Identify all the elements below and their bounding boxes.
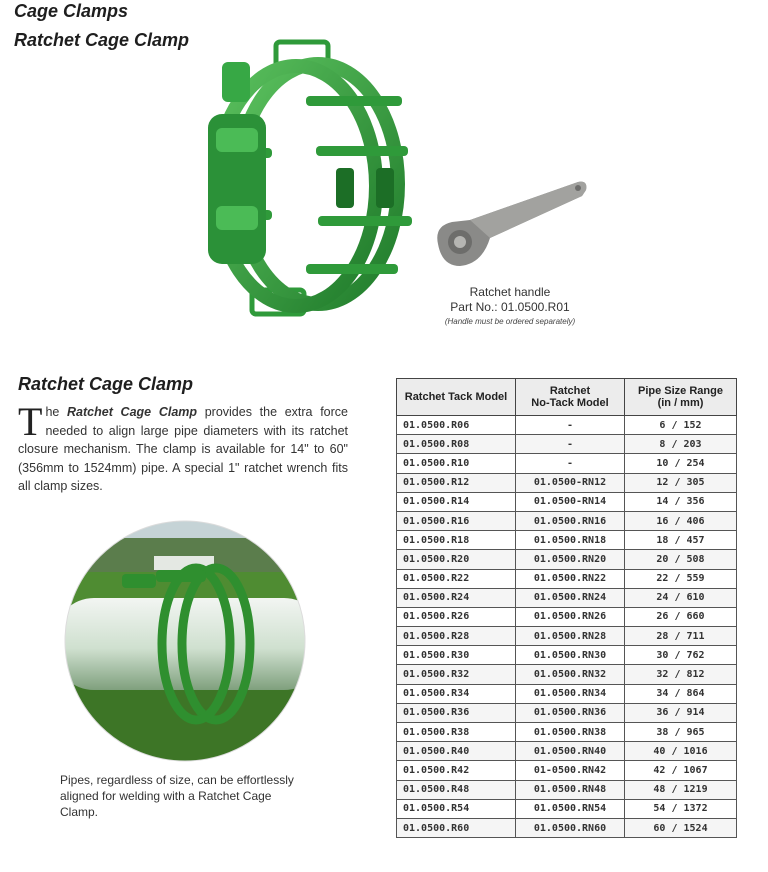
table-row — [397, 550, 737, 569]
cell-pipe-size: 40 / 1016 — [625, 742, 737, 761]
cell-no-tack-model: 01.0500.RN48 — [516, 780, 625, 799]
cell-tack-model: 01.0500.R28 — [397, 627, 516, 646]
handle-label: Ratchet handle — [469, 285, 551, 299]
cell-no-tack-model: 01.0500.RN28 — [516, 627, 625, 646]
cell-pipe-size: 28 / 711 — [625, 627, 737, 646]
photo-caption — [60, 772, 310, 820]
table-row — [397, 473, 737, 492]
cell-pipe-size: 32 / 812 — [625, 665, 737, 684]
cell-no-tack-model: 01.0500.RN38 — [516, 723, 625, 742]
field-photo — [64, 520, 306, 762]
cell-tack-model: 01.0500.R06 — [397, 416, 516, 435]
cell-pipe-size: 48 / 1219 — [625, 780, 737, 799]
cell-tack-model: 01.0500.R20 — [397, 550, 516, 569]
col-header-no-tack-model: Ratchet No-Tack Model — [516, 379, 625, 416]
cell-pipe-size: 34 / 864 — [625, 684, 737, 703]
table-row — [397, 723, 737, 742]
cell-no-tack-model: 01.0500.RN34 — [516, 684, 625, 703]
cell-pipe-size: 36 / 914 — [625, 703, 737, 722]
cell-no-tack-model: 01-0500.RN42 — [516, 761, 625, 780]
cell-pipe-size: 18 / 457 — [625, 531, 737, 550]
table-row — [397, 627, 737, 646]
handle-part-number: Part No.: 01.0500.R01 — [450, 300, 570, 314]
cell-tack-model: 01.0500.R30 — [397, 646, 516, 665]
cell-pipe-size: 8 / 203 — [625, 435, 737, 454]
table-header-row — [397, 379, 737, 416]
cell-tack-model: 01.0500.R40 — [397, 742, 516, 761]
cell-pipe-size: 26 / 660 — [625, 607, 737, 626]
ratchet-handle-image — [430, 176, 590, 276]
col-header-tack-model: Ratchet Tack Model — [397, 379, 516, 416]
cell-no-tack-model: 01.0500-RN12 — [516, 473, 625, 492]
cell-no-tack-model: 01.0500.RN18 — [516, 531, 625, 550]
cell-tack-model: 01.0500.R34 — [397, 684, 516, 703]
cell-pipe-size: 60 / 1524 — [625, 818, 737, 837]
table-row — [397, 799, 737, 818]
cell-pipe-size: 54 / 1372 — [625, 799, 737, 818]
cell-tack-model: 01.0500.R54 — [397, 799, 516, 818]
intro-paragraph — [18, 399, 348, 496]
cell-pipe-size: 20 / 508 — [625, 550, 737, 569]
section-title: Ratchet Cage Clamp — [18, 374, 194, 394]
cell-pipe-size: 24 / 610 — [625, 588, 737, 607]
cell-tack-model: 01.0500.R14 — [397, 492, 516, 511]
table-row — [397, 761, 737, 780]
cell-no-tack-model: 01.0500.RN40 — [516, 742, 625, 761]
cell-no-tack-model: 01.0500.RN22 — [516, 569, 625, 588]
cell-no-tack-model: 01.0500.RN60 — [516, 818, 625, 837]
cell-no-tack-model: 01.0500.RN32 — [516, 665, 625, 684]
cell-pipe-size: 16 / 406 — [625, 511, 737, 530]
cell-tack-model: 01.0500.R60 — [397, 818, 516, 837]
cell-tack-model: 01.0500.R26 — [397, 607, 516, 626]
table-row — [397, 646, 737, 665]
category-title: Cage Clamps — [14, 1, 129, 21]
table-row — [397, 780, 737, 799]
cell-no-tack-model: - — [516, 435, 625, 454]
cell-no-tack-model: 01.0500.RN30 — [516, 646, 625, 665]
photo-caption-end: Ratchet Cage Clamp. — [60, 789, 272, 819]
table-row — [397, 435, 737, 454]
cell-pipe-size: 42 / 1067 — [625, 761, 737, 780]
cell-no-tack-model: 01.0500.RN16 — [516, 511, 625, 530]
cell-pipe-size: 6 / 152 — [625, 416, 737, 435]
table-row — [397, 684, 737, 703]
cell-no-tack-model: 01.0500.RN54 — [516, 799, 625, 818]
cell-pipe-size: 14 / 356 — [625, 492, 737, 511]
cell-no-tack-model: 01.0500.RN20 — [516, 550, 625, 569]
table-row — [397, 818, 737, 837]
table-row — [397, 492, 737, 511]
table-row — [397, 703, 737, 722]
cell-no-tack-model: 01.0500.RN26 — [516, 607, 625, 626]
cell-tack-model: 01.0500.R36 — [397, 703, 516, 722]
cell-pipe-size: 10 / 254 — [625, 454, 737, 473]
cell-no-tack-model: - — [516, 454, 625, 473]
cell-tack-model: 01.0500.R38 — [397, 723, 516, 742]
intro-start: he — [45, 405, 68, 419]
model-spec-table — [396, 378, 737, 838]
photo-caption-start: Pipes, regardless of size, can be effortlessly aligned for welding with a — [60, 773, 294, 803]
intro-product-name: Ratchet Cage Clamp — [67, 405, 198, 419]
cell-tack-model: 01.0500.R48 — [397, 780, 516, 799]
table-row — [397, 416, 737, 435]
cell-pipe-size: 30 / 762 — [625, 646, 737, 665]
table-row — [397, 742, 737, 761]
handle-note: (Handle must be ordered separately) — [444, 317, 576, 326]
table-row — [397, 454, 737, 473]
cell-tack-model: 01.0500.R10 — [397, 454, 516, 473]
product-title: Ratchet Cage Clamp — [14, 30, 190, 50]
table-row — [397, 531, 737, 550]
table-row — [397, 569, 737, 588]
cell-tack-model: 01.0500.R24 — [397, 588, 516, 607]
cell-no-tack-model: - — [516, 416, 625, 435]
cell-tack-model: 01.0500.R16 — [397, 511, 516, 530]
cell-tack-model: 01.0500.R12 — [397, 473, 516, 492]
cell-tack-model: 01.0500.R22 — [397, 569, 516, 588]
cell-tack-model: 01.0500.R18 — [397, 531, 516, 550]
cell-pipe-size: 12 / 305 — [625, 473, 737, 492]
cell-no-tack-model: 01.0500-RN14 — [516, 492, 625, 511]
dropcap: T — [18, 399, 43, 444]
cell-no-tack-model: 01.0500.RN36 — [516, 703, 625, 722]
col-header-pipe-size: Pipe Size Range (in / mm) — [625, 379, 737, 416]
table-row — [397, 588, 737, 607]
table-row — [397, 665, 737, 684]
table-row — [397, 511, 737, 530]
cell-pipe-size: 38 / 965 — [625, 723, 737, 742]
cell-pipe-size: 22 / 559 — [625, 569, 737, 588]
cell-tack-model: 01.0500.R32 — [397, 665, 516, 684]
ratchet-cage-clamp-image — [186, 38, 416, 324]
cell-tack-model: 01.0500.R08 — [397, 435, 516, 454]
cell-tack-model: 01.0500.R42 — [397, 761, 516, 780]
intro-rest: provides the extra force needed to align large pipe diameters with its ratchet closure mechanism. The clamp is available for 14" to 60" (356mm to 1524mm) pipe. A special 1" ratchet wrench fits all clamp sizes. — [18, 405, 348, 493]
table-row — [397, 607, 737, 626]
cell-no-tack-model: 01.0500.RN24 — [516, 588, 625, 607]
